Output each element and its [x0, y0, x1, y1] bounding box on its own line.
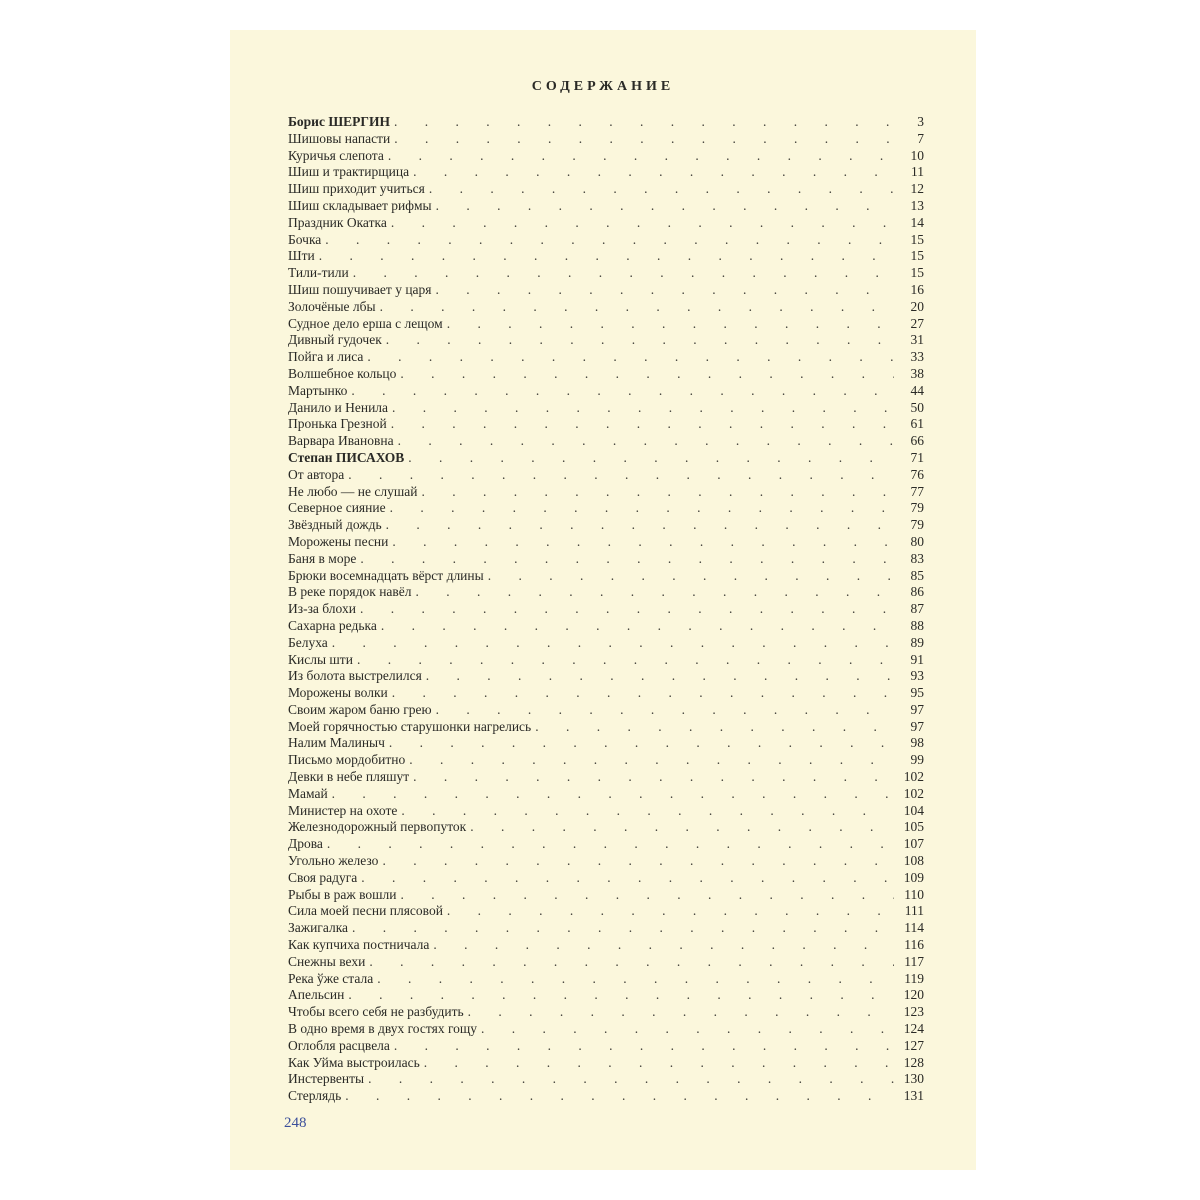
entry-title: Дрова	[288, 836, 323, 852]
entry-page-number: 12	[910, 181, 924, 197]
entry-title: Бочка	[288, 231, 322, 247]
dot-leader	[319, 248, 894, 265]
entry-page-number: 124	[903, 1021, 924, 1037]
dot-leader	[422, 484, 895, 501]
toc-entry-row	[288, 215, 924, 232]
dot-leader	[360, 551, 894, 568]
toc-entry-row	[288, 568, 924, 585]
entry-title: Морожены песни	[288, 533, 389, 549]
toc-entry-row	[288, 584, 924, 601]
toc-entry-row	[288, 618, 924, 635]
entry-title: Как купчиха постничала	[288, 937, 430, 953]
entry-page-number: 120	[903, 987, 924, 1003]
entry-page-number: 7	[917, 130, 924, 146]
dot-leader	[327, 836, 894, 853]
toc-entry-row	[288, 903, 924, 920]
entry-title: Кислы шти	[288, 651, 353, 667]
entry-page-number: 27	[910, 315, 924, 331]
dot-leader	[351, 383, 894, 400]
dot-leader	[413, 164, 894, 181]
entry-page-number: 88	[910, 617, 924, 633]
entry-page-number: 117	[904, 953, 924, 969]
entry-title: Варвара Ивановна	[288, 433, 394, 449]
entry-page-number: 119	[904, 970, 924, 986]
toc-entry-row	[288, 1088, 924, 1105]
entry-title: Сила моей песни плясовой	[288, 903, 443, 919]
toc-entry-row	[288, 887, 924, 904]
dot-leader	[360, 601, 894, 618]
entry-title: Шиш пошучивает у царя	[288, 281, 432, 297]
dot-leader	[400, 366, 894, 383]
toc-entry-row	[288, 349, 924, 366]
entry-title: Мартынко	[288, 382, 348, 398]
entry-page-number: 38	[910, 365, 924, 381]
dot-leader	[426, 668, 894, 685]
entry-title: Оглобля расцвела	[288, 1037, 390, 1053]
dot-leader	[332, 635, 894, 652]
entry-title: Апельсин	[288, 987, 345, 1003]
entry-page-number: 80	[910, 533, 924, 549]
entry-title: Девки в небе пляшут	[288, 769, 410, 785]
dot-leader	[413, 769, 894, 786]
dot-leader	[400, 887, 894, 904]
entry-page-number: 16	[910, 281, 924, 297]
dot-leader	[447, 316, 894, 333]
dot-leader	[390, 500, 894, 517]
entry-page-number: 97	[910, 718, 924, 734]
dot-leader	[382, 853, 894, 870]
toc-entry-row	[288, 332, 924, 349]
entry-page-number: 20	[910, 298, 924, 314]
toc-entry-row	[288, 601, 924, 618]
toc-entry-row	[288, 248, 924, 265]
toc-entry-row	[288, 299, 924, 316]
toc-entry-row	[288, 920, 924, 937]
toc-entry-row	[288, 1021, 924, 1038]
entry-page-number: 44	[910, 382, 924, 398]
dot-leader	[488, 568, 894, 585]
toc-entry-row	[288, 635, 924, 652]
toc-entry-row	[288, 803, 924, 820]
entry-page-number: 104	[903, 802, 924, 818]
entry-page-number: 109	[903, 869, 924, 885]
entry-title: В одно время в двух гостях гощу	[288, 1021, 478, 1037]
toc-entry-row	[288, 652, 924, 669]
entry-title: Баня в море	[288, 550, 357, 566]
toc-entry-row	[288, 131, 924, 148]
dot-leader	[535, 719, 894, 736]
entry-title: Угольно железо	[288, 853, 379, 869]
dot-leader	[394, 1038, 894, 1055]
entry-page-number: 123	[903, 1004, 924, 1020]
dot-leader	[367, 349, 894, 366]
dot-leader	[389, 735, 894, 752]
entry-title: Своя радуга	[288, 869, 358, 885]
entry-page-number: 99	[910, 752, 924, 768]
entry-title: Рыбы в раж вошли	[288, 886, 397, 902]
dot-leader	[468, 1004, 894, 1021]
entry-page-number: 102	[903, 785, 924, 801]
entry-page-number: 50	[910, 399, 924, 415]
toc-entry-row	[288, 164, 924, 181]
entry-title: Шиш и трактирщица	[288, 164, 410, 180]
entry-page-number: 97	[910, 701, 924, 717]
toc-entry-row	[288, 383, 924, 400]
entry-title: Своим жаром баню грею	[288, 701, 432, 717]
entry-page-number: 66	[910, 433, 924, 449]
dot-leader	[386, 517, 894, 534]
entry-title: Мамай	[288, 785, 328, 801]
entry-title: Брюки восемнадцать вёрст длины	[288, 567, 484, 583]
entry-page-number: 128	[903, 1054, 924, 1070]
entry-page-number: 93	[910, 668, 924, 684]
entry-page-number: 111	[904, 903, 924, 919]
entry-page-number: 15	[910, 248, 924, 264]
toc-entry-row	[288, 685, 924, 702]
dot-leader	[380, 299, 894, 316]
entry-title: Моей горячностью старушонки нагрелись	[288, 718, 532, 734]
dot-leader	[429, 181, 894, 198]
entry-title: Дивный гудочек	[288, 332, 382, 348]
entry-page-number: 102	[903, 769, 924, 785]
entry-page-number: 13	[910, 197, 924, 213]
entry-page-number: 83	[910, 550, 924, 566]
entry-page-number: 107	[903, 836, 924, 852]
dot-leader	[352, 920, 894, 937]
dot-leader	[348, 987, 894, 1004]
entry-title: Куричья слепота	[288, 147, 384, 163]
dot-leader	[392, 685, 894, 702]
entry-page-number: 10	[910, 147, 924, 163]
entry-page-number: 89	[910, 634, 924, 650]
entry-page-number: 61	[910, 416, 924, 432]
toc-section-row	[288, 450, 924, 467]
toc-entry-row	[288, 517, 924, 534]
toc-entry-row	[288, 786, 924, 803]
entry-page-number: 110	[904, 886, 924, 902]
dot-leader	[416, 584, 894, 601]
entry-page-number: 31	[910, 332, 924, 348]
dot-leader	[436, 198, 894, 215]
entry-title: Шиш складывает рифмы	[288, 197, 432, 213]
entry-title: Железнодорожный первопуток	[288, 819, 467, 835]
entry-title: Письмо мордобитно	[288, 752, 406, 768]
toc-entry-row	[288, 433, 924, 450]
entry-page-number: 116	[904, 937, 924, 953]
toc-entry-row	[288, 702, 924, 719]
entry-page-number: 71	[910, 449, 924, 465]
dot-leader	[381, 618, 894, 635]
entry-page-number: 15	[910, 265, 924, 281]
dot-leader	[353, 265, 894, 282]
dot-leader	[394, 131, 894, 148]
dot-leader	[345, 1088, 894, 1105]
dot-leader	[391, 215, 894, 232]
entry-title: Чтобы всего себя не разбудить	[288, 1004, 464, 1020]
entry-title: Шиш приходит учиться	[288, 181, 425, 197]
toc-entry-row	[288, 954, 924, 971]
entry-page-number: 14	[910, 214, 924, 230]
toc-entry-row	[288, 719, 924, 736]
dot-leader	[408, 450, 894, 467]
entry-page-number: 79	[910, 500, 924, 516]
toc-entry-row	[288, 769, 924, 786]
contents-heading: СОДЕРЖАНИЕ	[531, 79, 675, 94]
entry-page-number: 77	[910, 483, 924, 499]
entry-title: От автора	[288, 466, 345, 482]
toc-entry-row	[288, 316, 924, 333]
entry-title: Министер на охоте	[288, 802, 398, 818]
toc-entry-row	[288, 181, 924, 198]
dot-leader	[447, 903, 894, 920]
toc-entry-row	[288, 484, 924, 501]
toc-entry-row	[288, 198, 924, 215]
toc-entry-row	[288, 500, 924, 517]
dot-leader	[433, 937, 894, 954]
toc-entry-row	[288, 400, 924, 417]
entry-page-number: 15	[910, 231, 924, 247]
dot-leader	[388, 148, 894, 165]
toc-entry-row	[288, 467, 924, 484]
dot-leader	[325, 232, 894, 249]
entry-title: Не любо — не слушай	[288, 483, 418, 499]
page-number: 248	[284, 1115, 307, 1131]
entry-title: В реке порядок навёл	[288, 584, 412, 600]
dot-leader	[436, 702, 894, 719]
toc-entry-row	[288, 265, 924, 282]
entry-title: Инстервенты	[288, 1071, 365, 1087]
entry-title: Морожены волки	[288, 685, 388, 701]
toc-entry-row	[288, 971, 924, 988]
entry-page-number: 127	[903, 1037, 924, 1053]
entry-page-number: 79	[910, 517, 924, 533]
entry-title: Белуха	[288, 634, 328, 650]
entry-title: Зажигалка	[288, 920, 349, 936]
entry-page-number: 105	[903, 819, 924, 835]
dot-leader	[386, 332, 894, 349]
entry-title: Река ўже стала	[288, 970, 374, 986]
toc-entry-row	[288, 1004, 924, 1021]
toc-entry-row	[288, 752, 924, 769]
toc-entry-row	[288, 870, 924, 887]
toc-entry-row	[288, 534, 924, 551]
entry-page-number: 130	[903, 1071, 924, 1087]
toc-section-row	[288, 114, 924, 131]
table-of-contents	[288, 114, 924, 1105]
dot-leader	[481, 1021, 894, 1038]
toc-entry-row	[288, 937, 924, 954]
dot-leader	[368, 1071, 894, 1088]
entry-title: Праздник Окатка	[288, 214, 387, 230]
entry-page-number: 87	[910, 601, 924, 617]
toc-entry-row	[288, 836, 924, 853]
toc-entry-row	[288, 366, 924, 383]
toc-entry-row	[288, 416, 924, 433]
entry-page-number: 85	[910, 567, 924, 583]
entry-page-number: 95	[910, 685, 924, 701]
entry-title: Снежны вехи	[288, 953, 366, 969]
entry-title: Налим Малиныч	[288, 735, 385, 751]
section-author: Борис ШЕРГИН	[288, 114, 390, 129]
dot-leader	[424, 1055, 894, 1072]
dot-leader	[348, 467, 894, 484]
dot-leader	[392, 400, 894, 417]
entry-title: Стерлядь	[288, 1088, 342, 1104]
toc-entry-row	[288, 148, 924, 165]
toc-entry-row	[288, 819, 924, 836]
entry-page-number: 3	[917, 114, 924, 129]
entry-page-number: 114	[904, 920, 924, 936]
dot-leader	[401, 803, 894, 820]
book-page	[230, 30, 976, 1170]
toc-entry-row	[288, 735, 924, 752]
entry-title: Как Уйма выстроилась	[288, 1054, 420, 1070]
toc-entry-row	[288, 1055, 924, 1072]
toc-entry-row	[288, 1038, 924, 1055]
entry-page-number: 11	[911, 164, 924, 180]
entry-title: Шти	[288, 248, 315, 264]
toc-entry-row	[288, 232, 924, 249]
dot-leader	[398, 433, 894, 450]
dot-leader	[332, 786, 894, 803]
dot-leader	[392, 534, 894, 551]
dot-leader	[369, 954, 894, 971]
entry-title: Пронька Грезной	[288, 416, 387, 432]
toc-entry-row	[288, 282, 924, 299]
entry-title: Судное дело ерша с лещом	[288, 315, 443, 331]
entry-page-number: 86	[910, 584, 924, 600]
dot-leader	[377, 971, 894, 988]
dot-leader	[409, 752, 894, 769]
entry-page-number: 33	[910, 349, 924, 365]
dot-leader	[470, 819, 894, 836]
dot-leader	[436, 282, 894, 299]
entry-title: Волшебное кольцо	[288, 365, 397, 381]
entry-title: Данило и Ненила	[288, 399, 389, 415]
dot-leader	[361, 870, 894, 887]
entry-title: Тили-тили	[288, 265, 349, 281]
entry-page-number: 91	[910, 651, 924, 667]
section-author: Степан ПИСАХОВ	[288, 449, 405, 465]
toc-entry-row	[288, 551, 924, 568]
dot-leader	[357, 652, 894, 669]
entry-title: Золочёные лбы	[288, 298, 376, 314]
entry-title: Пойга и лиса	[288, 349, 364, 365]
toc-entry-row	[288, 668, 924, 685]
entry-title: Северное сияние	[288, 500, 386, 516]
entry-title: Сахарна редька	[288, 617, 377, 633]
entry-title: Из болота выстрелился	[288, 668, 422, 684]
entry-page-number: 98	[910, 735, 924, 751]
entry-page-number: 76	[910, 466, 924, 482]
toc-entry-row	[288, 987, 924, 1004]
entry-title: Звёздный дождь	[288, 517, 382, 533]
entry-page-number: 108	[903, 853, 924, 869]
entry-page-number: 131	[903, 1088, 924, 1104]
entry-title: Из-за блохи	[288, 601, 356, 617]
toc-entry-row	[288, 853, 924, 870]
toc-entry-row	[288, 1071, 924, 1088]
dot-leader	[394, 114, 894, 131]
entry-title: Шишовы напасти	[288, 130, 391, 146]
dot-leader	[391, 416, 894, 433]
